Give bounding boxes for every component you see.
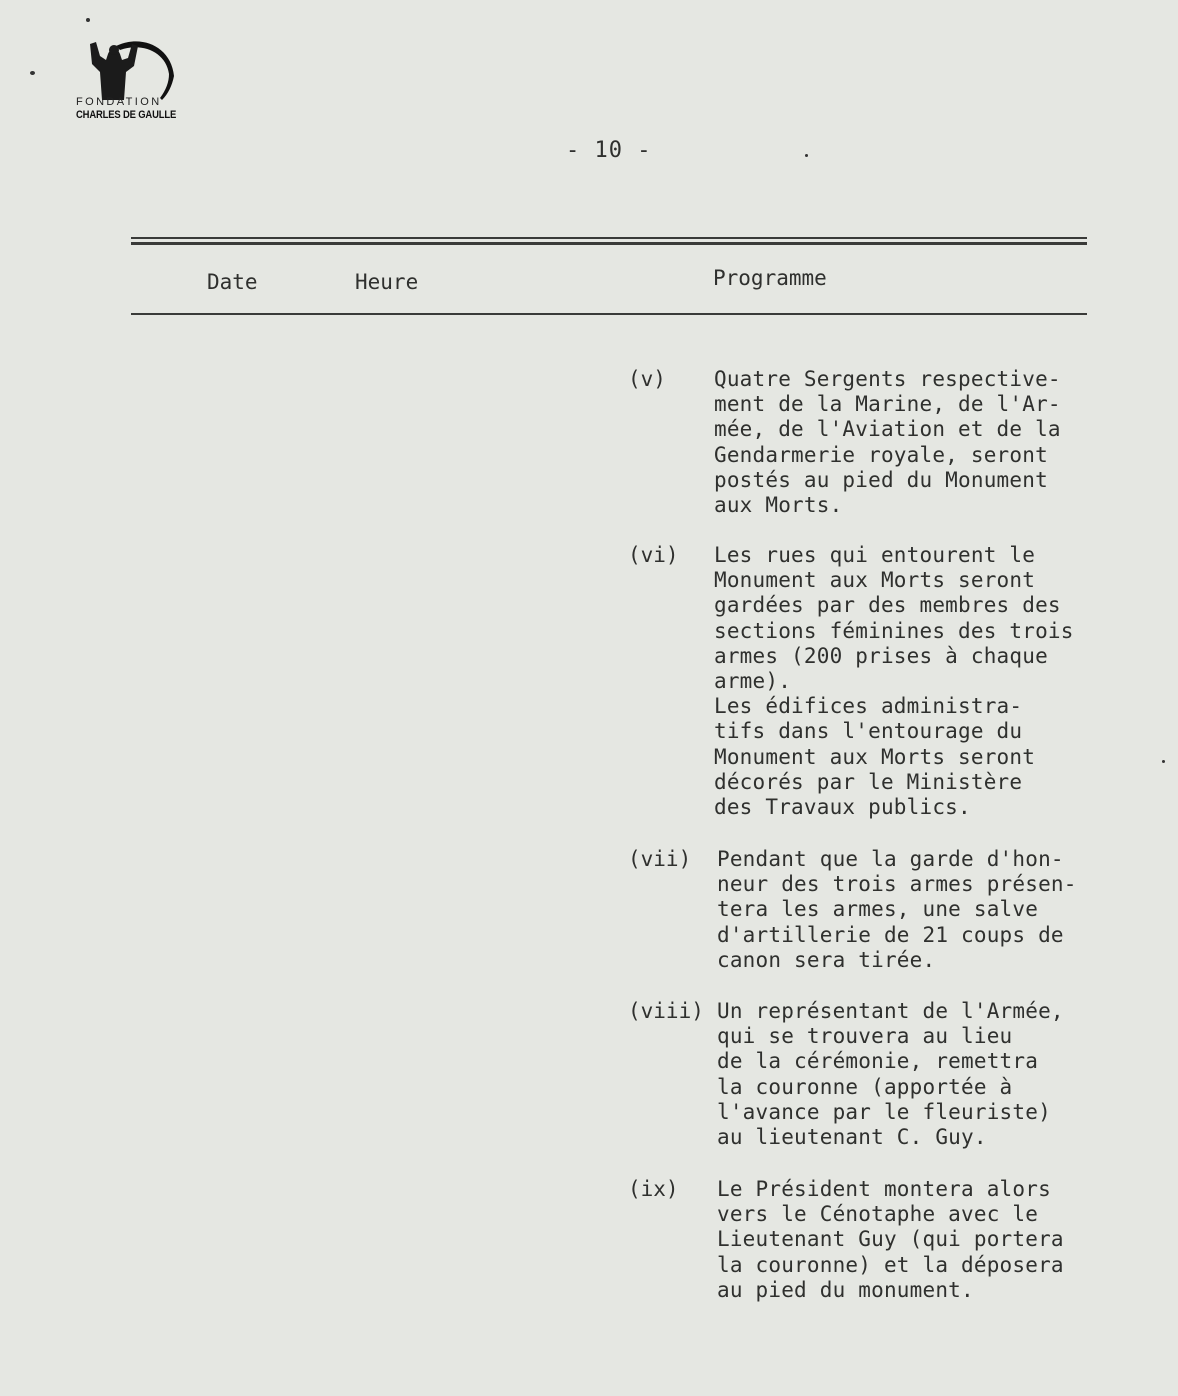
item-number: (ix) [628, 1177, 679, 1201]
foundation-logo [72, 38, 182, 124]
page-number: - 10 - [566, 138, 652, 163]
header-double-rule [131, 236, 1087, 246]
item-number: (vii) [628, 847, 692, 871]
item-number: (vi) [628, 543, 679, 567]
logo-text-foundation: FONDATION [76, 96, 162, 108]
column-header-heure: Heure [355, 270, 419, 294]
item-number: (v) [628, 367, 666, 391]
item-text: Les rues qui entourent le Monument aux Morts seront gardées par des membres des sections féminines des trois armes (200 prises à chaque arme). Les édifices administra- tifs dans l'entourage du Monument aux Morts seront décorés par le Ministère des Travaux publics. [714, 543, 1074, 820]
item-text: Pendant que la garde d'hon- neur des trois armes présen- tera les armes, une salve d'artillerie de 21 coups de canon sera tirée. [717, 847, 1077, 972]
item-text: Le Président montera alors vers le Cénotaphe avec le Lieutenant Guy (qui portera la couronne) et la déposera au pied du monument. [717, 1177, 1064, 1302]
item-text: Quatre Sergents respective- ment de la Marine, de l'Ar- mée, de l'Aviation et de la Gendarmerie royale, seront postés au pied du Monument aux Morts. [714, 367, 1061, 518]
item-text: Un représentant de l'Armée, qui se trouvera au lieu de la cérémonie, remettra la couronne (apportée à l'avance par le fleuriste) au lieutenant C. Guy. [717, 999, 1064, 1150]
de-gaulle-silhouette-icon [86, 38, 176, 100]
logo-text-name: CHARLES DE GAULLE [76, 109, 177, 121]
item-number: (viii) [628, 999, 704, 1023]
column-header-programme: Programme [713, 266, 827, 290]
header-rule [131, 313, 1087, 315]
column-header-date: Date [207, 270, 258, 294]
